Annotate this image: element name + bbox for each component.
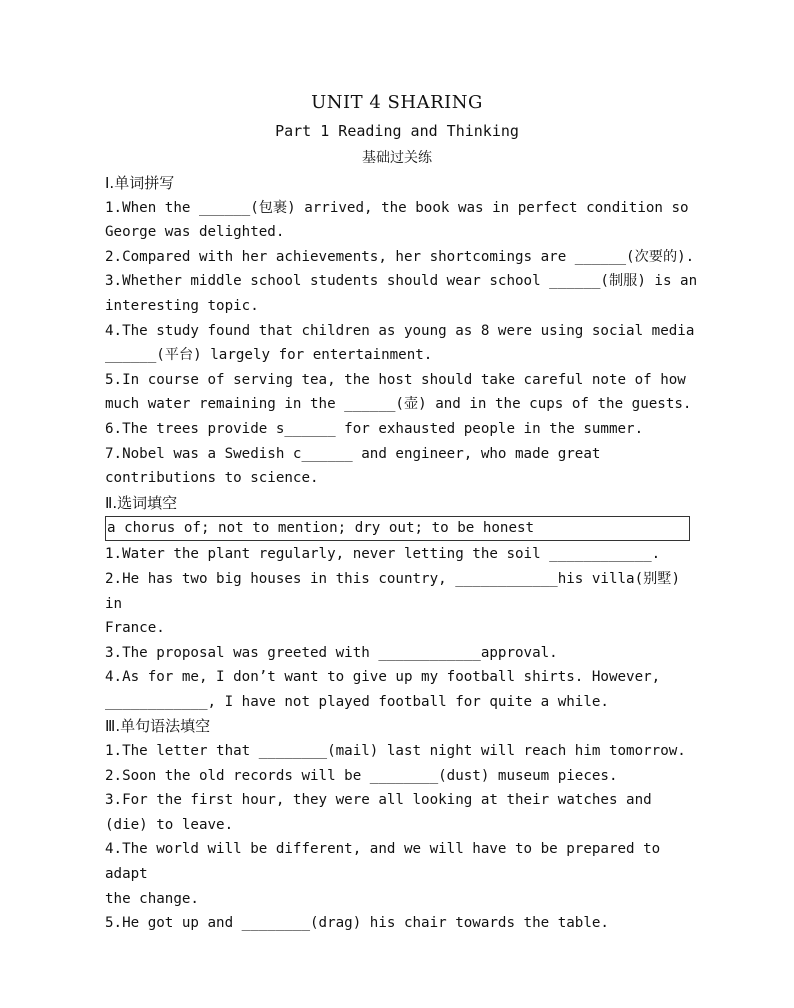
word-bank-box: a chorus of; not to mention; dry out; to be honest — [105, 516, 690, 541]
part2-questions — [105, 542, 705, 714]
question-line: the change. — [105, 890, 199, 907]
section-label: 基础过关练 — [362, 150, 432, 166]
question-line: 5.In course of serving tea, the host should take careful note of how — [105, 371, 686, 388]
question-line: (die) to leave. — [105, 816, 234, 833]
question-line: 2.Soon the old records will be ________(dust) museum pieces. — [105, 767, 618, 784]
question-line: 2.He has two big houses in this country, ____________his villa(别墅) in — [105, 570, 681, 612]
question-line: 7.Nobel was a Swedish c______ and engineer, who made great — [105, 445, 601, 462]
part-subtitle: Part 1 Reading and Thinking — [275, 122, 519, 140]
part3-heading: Ⅲ.单句语法填空 — [105, 717, 211, 736]
part3-questions — [105, 739, 705, 936]
question-line: 4.The world will be different, and we will have to be prepared to adapt — [105, 841, 661, 883]
question-line: 3.Whether middle school students should wear school ______(制服) is an — [105, 273, 698, 290]
question-line: 4.As for me, I don’t want to give up my football shirts. However, — [105, 669, 661, 686]
question-line: 6.The trees provide s______ for exhausted people in the summer. — [105, 420, 644, 437]
question-line: George was delighted. — [105, 224, 285, 241]
question-line: 1.When the ______(包裹) arrived, the book was in perfect condition so — [105, 199, 689, 216]
question-line: interesting topic. — [105, 297, 259, 314]
question-line: 3.For the first hour, they were all looking at their watches and — [105, 792, 652, 809]
question-line: ____________, I have not played football for quite a while. — [105, 693, 609, 710]
question-line: 3.The proposal was greeted with ____________approval. — [105, 644, 558, 661]
question-line: France. — [105, 620, 165, 637]
question-line: ______(平台) largely for entertainment. — [105, 347, 433, 364]
exercise-content — [105, 171, 705, 936]
question-line: 4.The study found that children as young as 8 were using social media — [105, 322, 695, 339]
question-line: 1.Water the plant regularly, never letting the soil ____________. — [105, 546, 661, 563]
question-line: 1.The letter that ________(mail) last night will reach him tomorrow. — [105, 743, 686, 760]
part2-heading: Ⅱ.选词填空 — [105, 493, 178, 512]
part1-heading: Ⅰ.单词拼写 — [105, 174, 175, 192]
unit-title: UNIT 4 SHARING — [311, 92, 483, 113]
question-line: contributions to science. — [105, 470, 319, 487]
question-line: 2.Compared with her achievements, her shortcomings are ______(次要的). — [105, 248, 695, 265]
question-line: 5.He got up and ________(drag) his chair towards the table. — [105, 915, 609, 932]
part1-questions — [105, 196, 705, 491]
question-line: much water remaining in the ______(壶) and in the cups of the guests. — [105, 396, 692, 413]
